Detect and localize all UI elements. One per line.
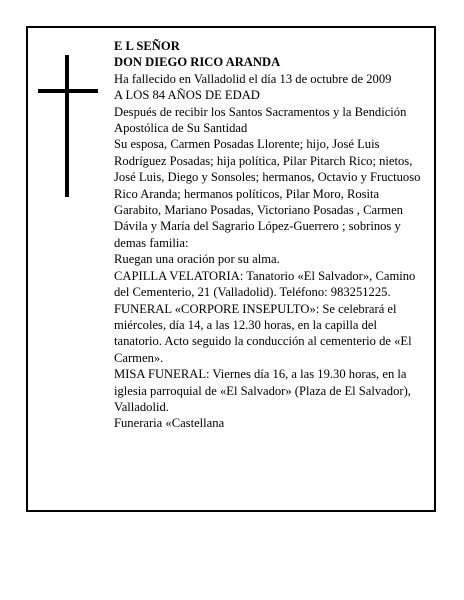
death-line: Ha fallecido en Valladolid el día 13 de octubre de 2009 — [114, 71, 392, 86]
cross-icon-bar — [38, 89, 98, 93]
funeral-paragraph: FUNERAL «CORPORE INSEPULTO»: Se celebrará el miércoles, día 14, a las 12.30 horas, en la capilla del tanatorio. Acto seguido la conducción al cementerio de «El Carmen». — [114, 301, 412, 365]
cross-icon — [65, 55, 69, 197]
funeral-home-line: Funeraria «Castellana — [114, 416, 225, 431]
family-paragraph: Su esposa, Carmen Posadas Llorente; hijo, José Luis Rodríguez Posadas; hija política, Pilar Pitarch Rico; nietos, José Luis, Diego y Sonsoles; hermanos, Octavio y Fructuoso Rico Aranda; hermanos políticos, Pilar Moro, Rosita Garabito, Mariano Posadas, Victoriano Posadas , Carmen Dávila y María del Sagrario López-Guerrero ; sobrinos y demas familia: — [114, 137, 421, 250]
age-line: A LOS 84 AÑOS DE EDAD — [114, 88, 260, 103]
deceased-name: DON DIEGO RICO ARANDA — [114, 55, 281, 70]
sacraments-paragraph: Después de recibir los Santos Sacramentos y la Bendición Apostólica de Su Santidad — [114, 104, 407, 136]
heading-title: E L SEÑOR — [114, 39, 180, 53]
chapel-paragraph: CAPILLA VELATORIA: Tanatorio «El Salvador», Camino del Cementerio, 21 (Valladolid). Teléfono: 983251225. — [114, 268, 416, 300]
prayer-line: Ruegan una oración por su alma. — [114, 252, 280, 267]
mass-paragraph: MISA FUNERAL: Viernes día 16, a las 19.30 horas, en la iglesia parroquial de «El Salvador» (Plaza de El Salvador), Valladolid. — [114, 367, 411, 414]
obituary-text — [114, 38, 426, 432]
